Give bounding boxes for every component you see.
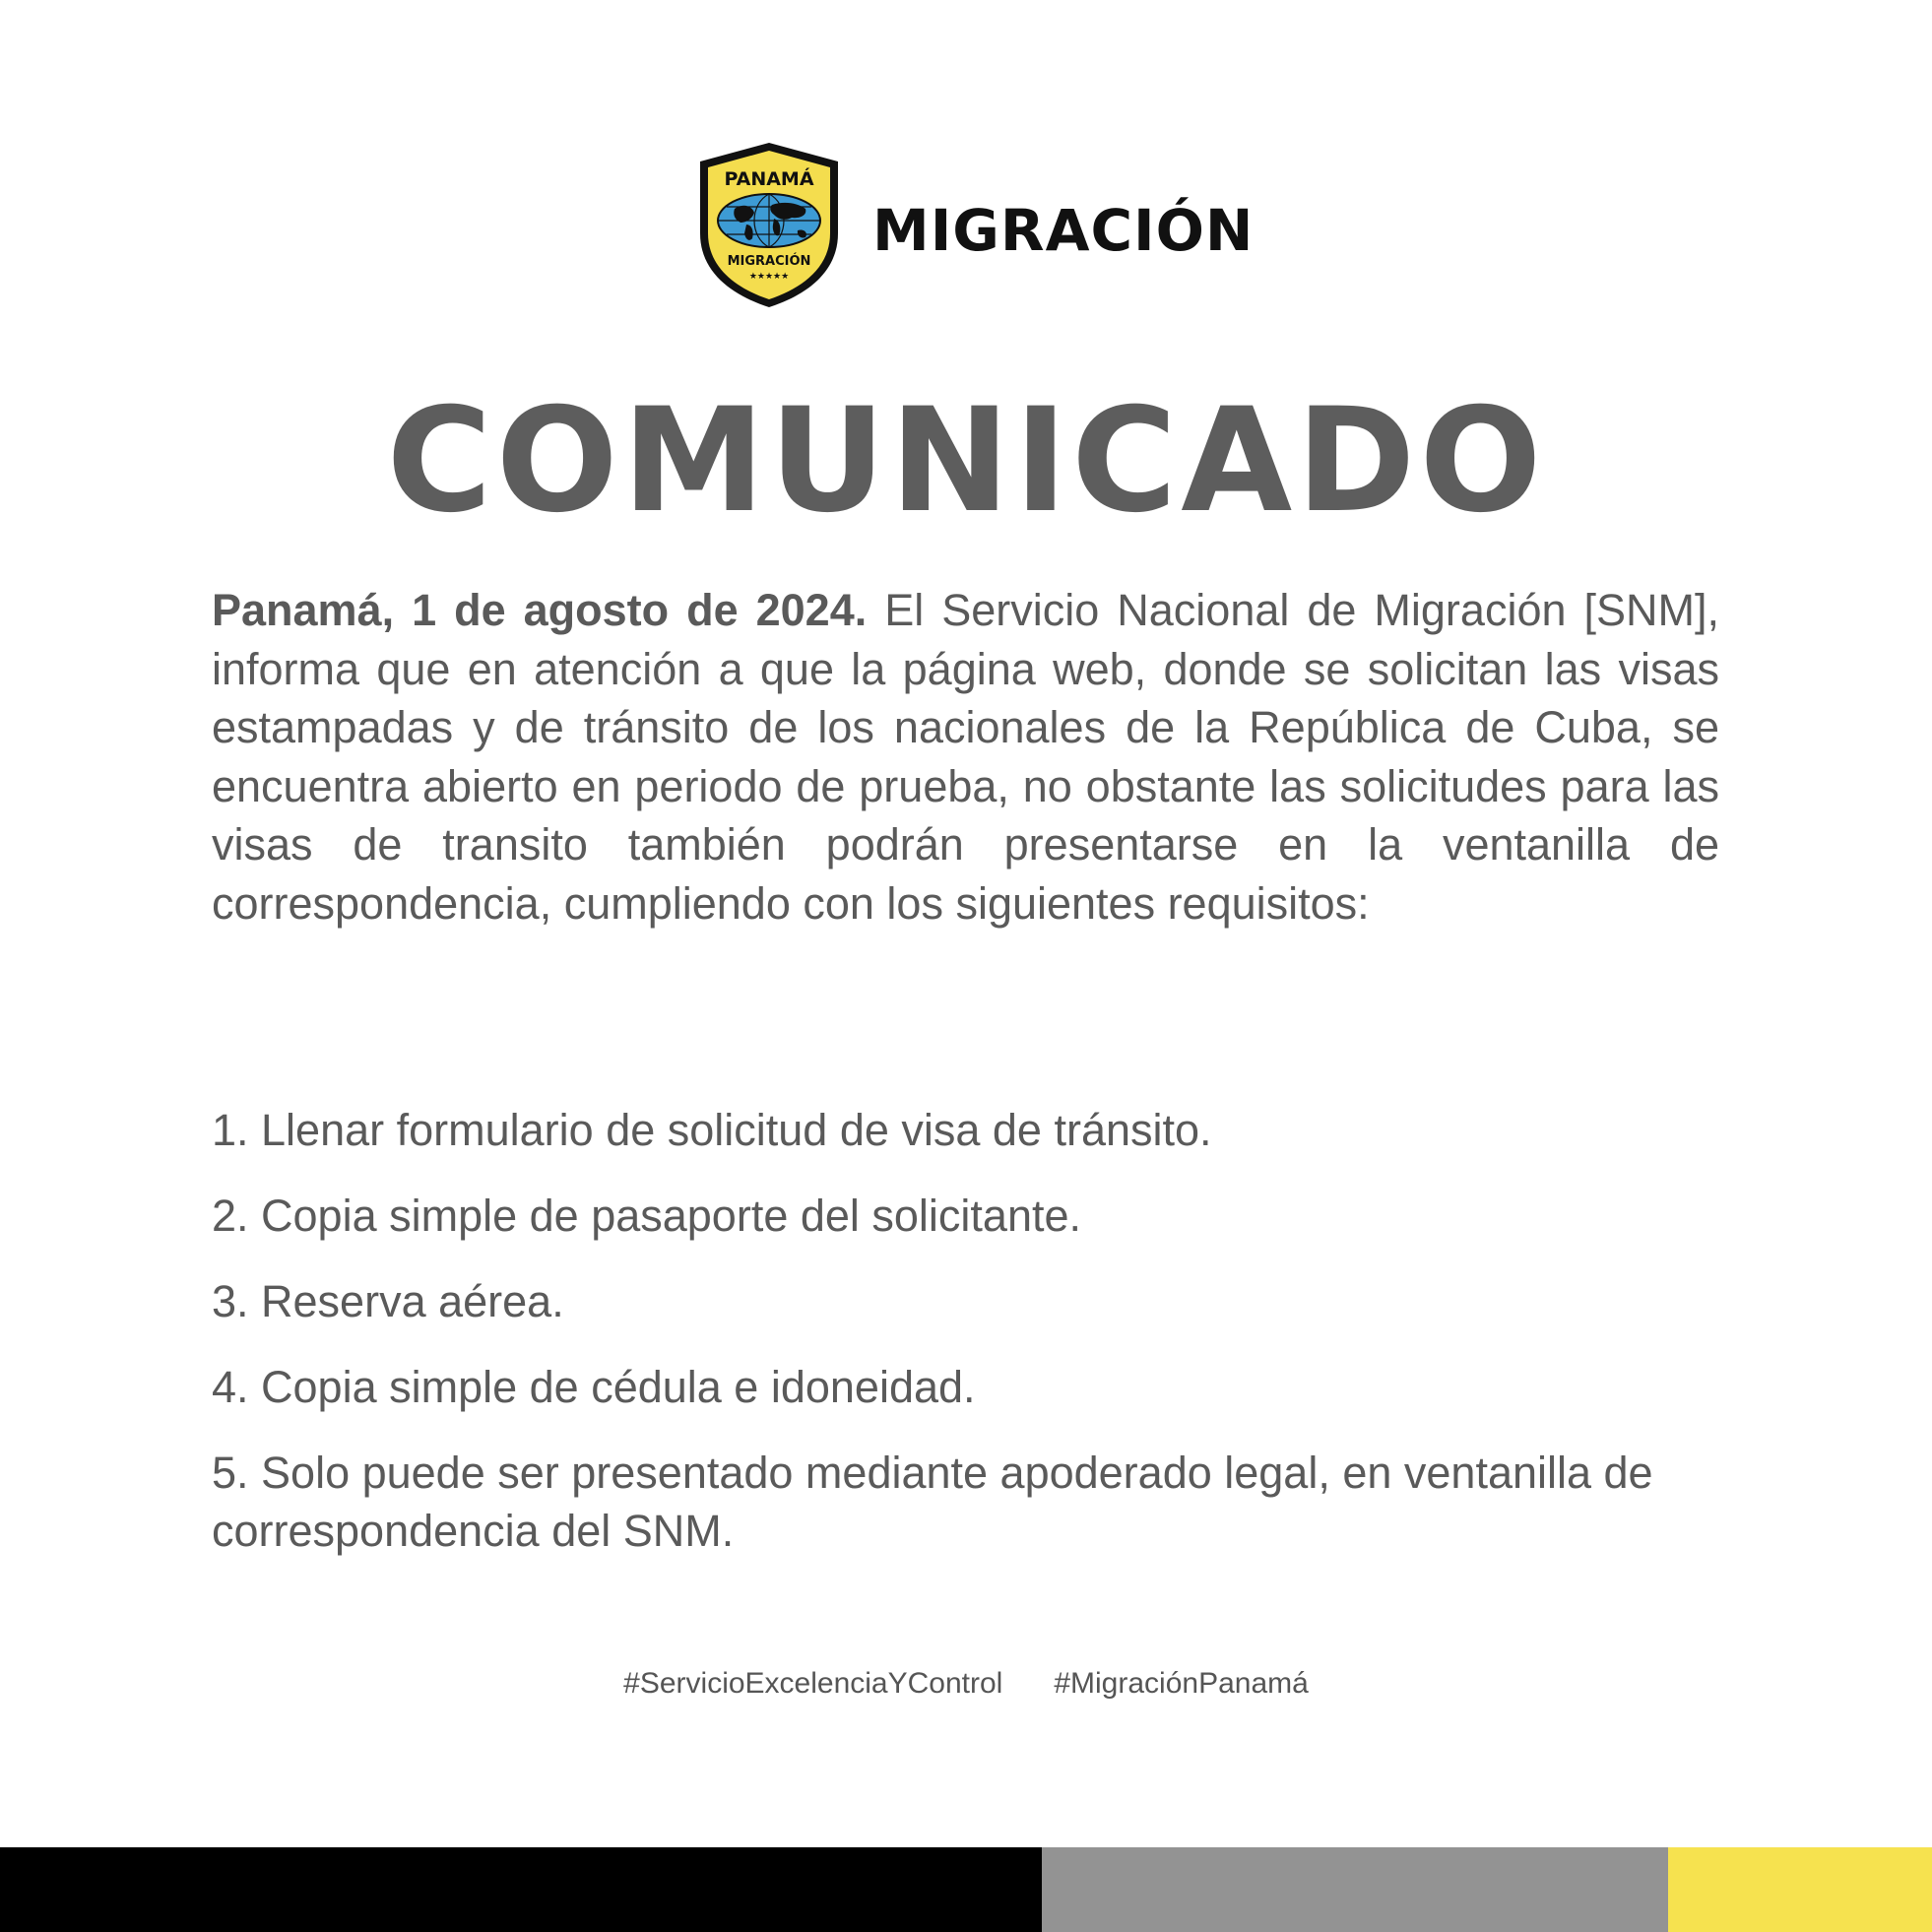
page-title: COMUNICADO xyxy=(386,377,1546,545)
footer-bar-black xyxy=(0,1847,1042,1932)
requirements-list xyxy=(212,1101,1719,1587)
brand-name: MIGRACIÓN xyxy=(872,196,1255,264)
footer-color-bar xyxy=(0,1847,1932,1932)
list-item: 4. Copia simple de cédula e idoneidad. xyxy=(212,1362,976,1412)
announcement-body xyxy=(212,581,1719,933)
list-item: 3. Reserva aérea. xyxy=(212,1276,564,1326)
hashtags xyxy=(0,1667,1932,1701)
hashtag-servicio: #ServicioExcelenciaYControl xyxy=(623,1667,1003,1700)
badge-top-text: PANAMÁ xyxy=(724,167,814,190)
badge-stars: ★★★★★ xyxy=(748,271,790,282)
list-item: 5. Solo puede ser presentado mediante apoderado legal, en ventanilla de correspondencia del SNM. xyxy=(212,1448,1653,1556)
hashtag-migracion: #MigraciónPanamá xyxy=(1054,1667,1309,1700)
header xyxy=(695,138,1254,310)
announcement-text: El Servicio Nacional de Migración [SNM], informa que en atención a que la página web, donde se solicitan las visas estampadas y de tránsito de los nacionales de la República de Cuba, se encuentra abierto en periodo de prueba, no obstante las solicitudes para las visas de transito también podrán presentarse en la ventanilla de correspondencia, cumpliendo con los siguientes requisitos: xyxy=(212,585,1719,929)
list-item: 1. Llenar formulario de solicitud de visa de tránsito. xyxy=(212,1105,1212,1155)
dateline: Panamá, 1 de agosto de 2024. xyxy=(212,585,868,635)
footer-bar-yellow xyxy=(1668,1847,1932,1932)
badge-bottom-text: MIGRACIÓN xyxy=(727,253,811,269)
footer-bar-gray xyxy=(1042,1847,1668,1932)
list-item: 2. Copia simple de pasaporte del solicitante. xyxy=(212,1191,1082,1241)
migracion-shield-logo xyxy=(695,140,843,309)
